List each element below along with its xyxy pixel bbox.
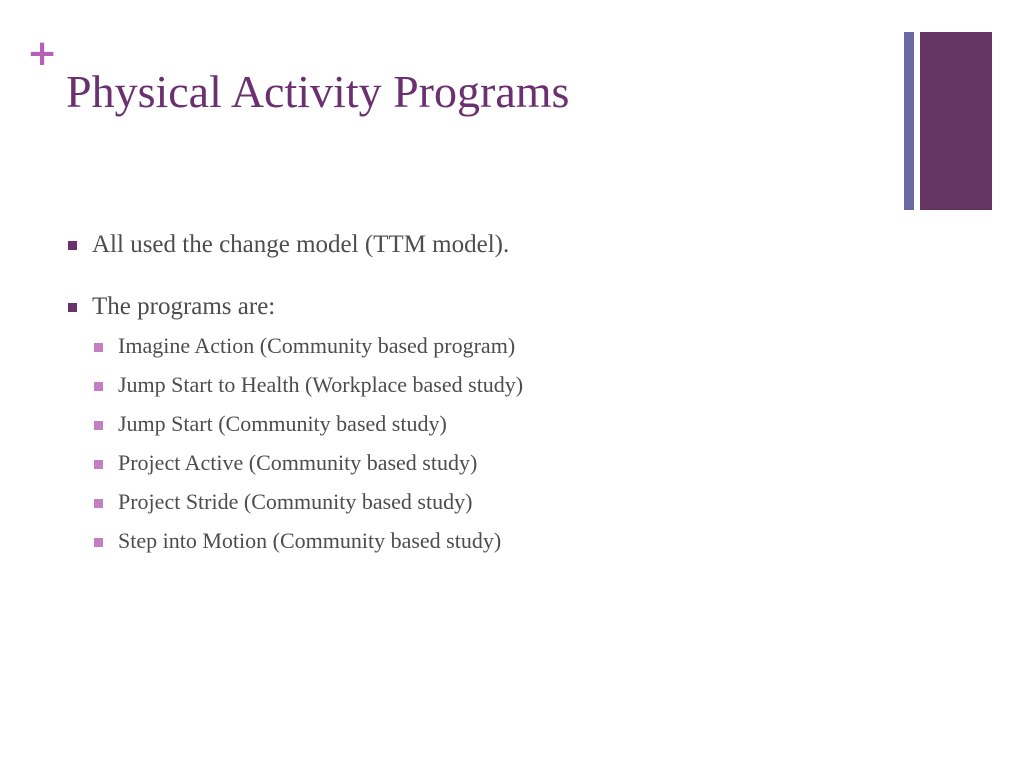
bullet-text: The programs are: [92,293,276,320]
square-bullet-icon [94,382,103,391]
square-bullet-icon [68,241,77,250]
bullet-item [68,290,888,555]
sub-bullet-text: Imagine Action (Community based program) [118,333,516,358]
square-bullet-icon [94,460,103,469]
square-bullet-icon [68,303,77,312]
accent-bar-thick [920,32,992,210]
sub-bullet-item [94,527,888,555]
plus-mark-icon: + [27,33,58,74]
accent-bar-thin [904,32,914,210]
sub-bullet-item [94,449,888,477]
sub-bullet-item [94,371,888,399]
sub-bullet-list [94,332,888,555]
sub-bullet-text: Project Stride (Community based study) [118,489,473,514]
square-bullet-icon [94,343,103,352]
bullet-text: All used the change model (TTM model). [92,231,510,258]
sub-bullet-text: Jump Start (Community based study) [118,411,447,436]
sub-bullet-text: Step into Motion (Community based study) [118,528,502,553]
square-bullet-icon [94,538,103,547]
sub-bullet-item [94,410,888,438]
sub-bullet-text: Jump Start to Health (Workplace based study) [118,372,524,397]
square-bullet-icon [94,499,103,508]
bullet-list [68,228,888,555]
sub-bullet-text: Project Active (Community based study) [118,450,478,475]
slide-title: Physical Activity Programs [66,66,570,117]
sub-bullet-item [94,488,888,516]
sub-bullet-item [94,332,888,360]
bullet-item [68,228,888,262]
square-bullet-icon [94,421,103,430]
